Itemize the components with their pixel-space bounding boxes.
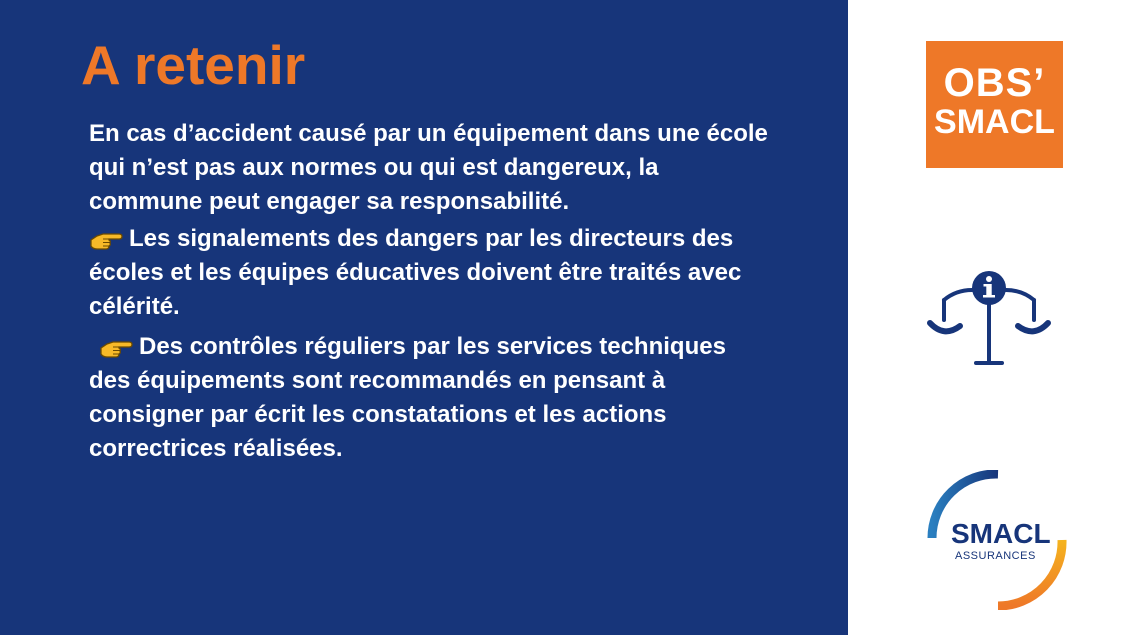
smacl-name: SMACL [951,518,1051,549]
bullet-item [89,330,769,466]
bullet-indent [89,333,99,360]
pointing-hand-icon [89,228,123,250]
bullet-text: Des contrôles réguliers par les services techniques des équipements sont recommandés en pensant à consigner par écrit les constatations et les actions correctrices réalisées. [89,333,726,462]
bullet-item [89,222,769,324]
obs-logo-line2: SMACL [934,103,1055,141]
obs-smacl-logo [926,41,1063,168]
intro-paragraph: En cas d’accident causé par un équipement dans une école qui n’est pas aux normes ou qui est dangereux, la commune peut engager sa responsabilité. [89,120,768,215]
page-title: A retenir [81,34,306,96]
smacl-assurances-logo [926,470,1071,610]
pointing-hand-icon [99,336,133,358]
smacl-subtitle: ASSURANCES [955,550,1036,562]
info-scale-icon [926,268,1052,368]
bullet-text: Les signalements des dangers par les directeurs des écoles et les équipes éducatives doivent être traités avec célérité. [89,225,742,320]
obs-logo-line1: OBS’ [943,61,1046,105]
content-body [89,117,769,466]
